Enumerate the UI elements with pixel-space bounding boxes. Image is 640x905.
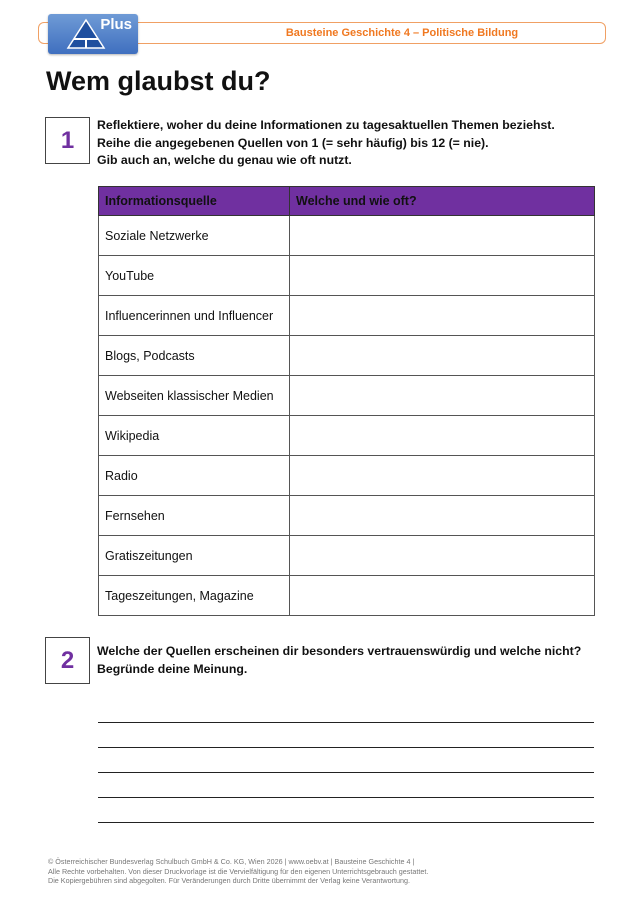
answer-cell[interactable] [290, 216, 595, 256]
answer-cell[interactable] [290, 416, 595, 456]
table-row [99, 496, 595, 536]
footer-line: Alle Rechte vorbehalten. Von dieser Druckvorlage ist die Vervielfältigung für den eigenen Unterrichtsgebrauch gestattet. [48, 866, 429, 876]
table-row [99, 416, 595, 456]
source-cell: Fernsehen [99, 496, 290, 536]
answer-cell[interactable] [290, 496, 595, 536]
footer-line: © Österreichischer Bundesverlag Schulbuch GmbH & Co. KG, Wien 2026 | www.oebv.at | Bausteine Geschichte 4 | [48, 857, 415, 866]
source-cell: Blogs, Podcasts [99, 336, 290, 376]
task-number-2: 2 [45, 637, 90, 684]
source-cell: Tageszeitungen, Magazine [99, 576, 290, 616]
table-row [99, 376, 595, 416]
source-cell: Webseiten klassischer Medien [99, 376, 290, 416]
table-row [99, 296, 595, 336]
instruction-line: Begründe deine Meinung. [97, 661, 248, 676]
source-cell: Soziale Netzwerke [99, 216, 290, 256]
answer-line[interactable] [98, 797, 594, 798]
table-row [99, 216, 595, 256]
table-row [99, 336, 595, 376]
instruction-line: Gib auch an, welche du genau wie oft nutzt. [97, 153, 352, 167]
answer-line[interactable] [98, 722, 594, 723]
answer-line[interactable] [98, 772, 594, 773]
answer-cell[interactable] [290, 536, 595, 576]
source-cell: Influencerinnen und Influencer [99, 296, 290, 336]
table-row [99, 256, 595, 296]
header-title: Bausteine Geschichte 4 – Politische Bildung [285, 27, 519, 39]
answer-cell[interactable] [290, 376, 595, 416]
source-cell: Wikipedia [99, 416, 290, 456]
table-row [99, 456, 595, 496]
instruction-line: Reflektiere, woher du deine Informationen zu tagesaktuellen Themen beziehst. [97, 118, 555, 132]
table-row [99, 576, 595, 616]
answer-line[interactable] [98, 747, 594, 748]
copyright-footer [48, 857, 608, 886]
column-header-frequency: Welche und wie oft? [290, 187, 595, 216]
logo-text: Plus [100, 16, 132, 33]
source-cell: Gratiszeitungen [99, 536, 290, 576]
task-1-instructions [97, 117, 597, 170]
publisher-logo [48, 14, 138, 54]
task-number-1: 1 [45, 117, 90, 164]
answer-cell[interactable] [290, 336, 595, 376]
source-cell: Radio [99, 456, 290, 496]
table-header-row [99, 187, 595, 216]
page-title: Wem glaubst du? [46, 66, 271, 96]
instruction-line: Reihe die angegebenen Quellen von 1 (= sehr häufig) bis 12 (= nie). [97, 135, 489, 150]
table-row [99, 536, 595, 576]
answer-cell[interactable] [290, 576, 595, 616]
task-2-instructions [97, 643, 597, 678]
answer-cell[interactable] [290, 456, 595, 496]
footer-line: Die Kopiergebühren sind abgegolten. Für Veränderungen durch Dritte übernimmt der Verlag keine Verantwortung. [48, 876, 410, 885]
answer-cell[interactable] [290, 296, 595, 336]
sources-table [98, 186, 595, 616]
answer-cell[interactable] [290, 256, 595, 296]
answer-line[interactable] [98, 822, 594, 823]
column-header-source: Informationsquelle [99, 187, 290, 216]
source-cell: YouTube [99, 256, 290, 296]
instruction-line: Welche der Quellen erscheinen dir besonders vertrauenswürdig und welche nicht? [97, 644, 582, 658]
